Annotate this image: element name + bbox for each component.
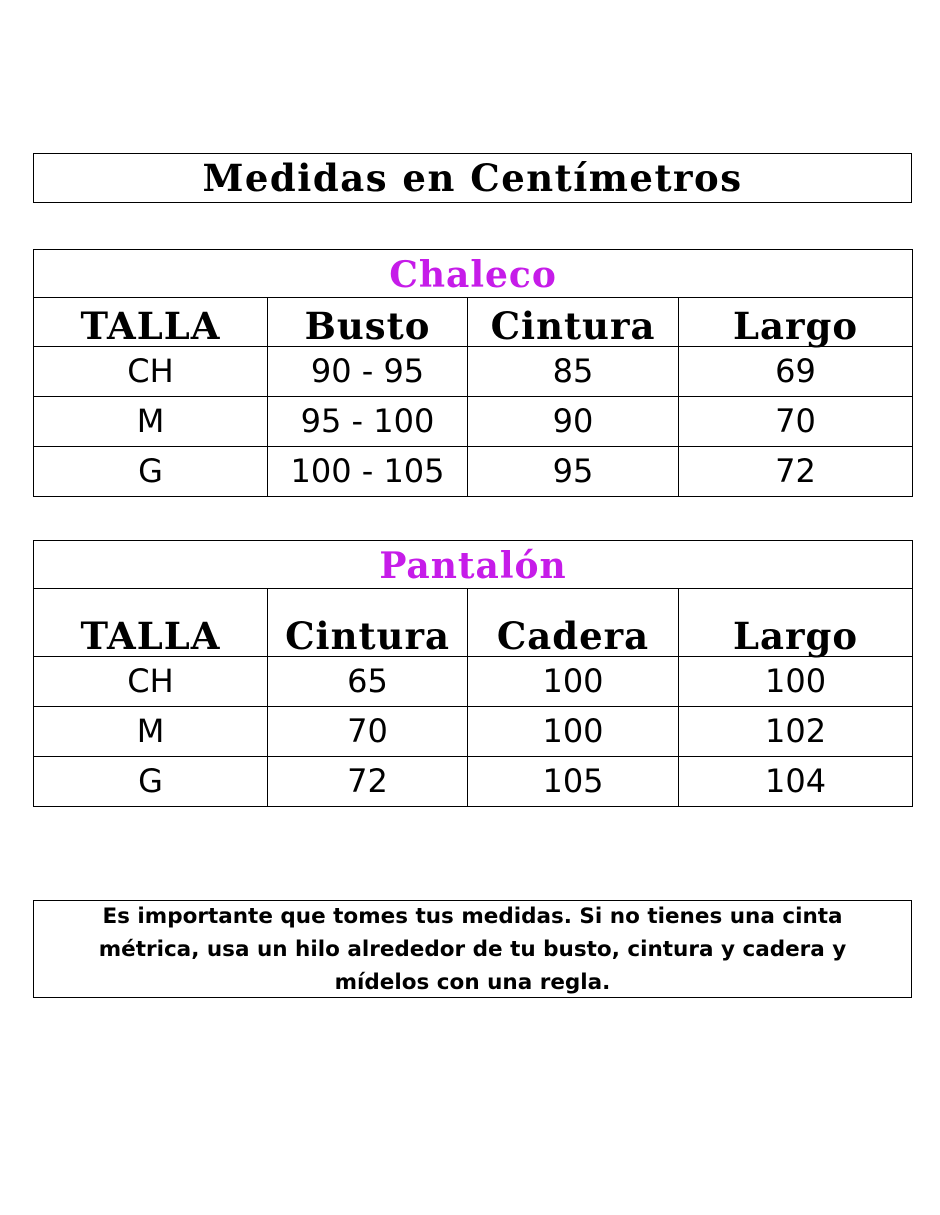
column-header: Busto [268,298,468,347]
table-cell: 100 [468,657,679,707]
table-cell: G [34,757,268,807]
table-cell: 72 [679,447,913,497]
table-cell: 90 [468,397,679,447]
column-header: TALLA [34,298,268,347]
table-row [34,707,913,757]
table-cell: G [34,447,268,497]
pantalon-size-table [33,540,913,807]
chaleco-size-table [33,249,913,497]
table-cell: 90 - 95 [268,347,468,397]
table-cell: 100 [679,657,913,707]
table-cell: 102 [679,707,913,757]
table-cell: 85 [468,347,679,397]
table-cell: CH [34,347,268,397]
measurement-note: Es importante que tomes tus medidas. Si no tienes una cinta métrica, usa un hilo alrededor de tu busto, cintura y cadera y mídelos con una regla. [98,903,847,995]
table-cell: CH [34,657,268,707]
table-caption: Pantalón [34,541,913,589]
column-header: Largo [679,298,913,347]
table-cell: 105 [468,757,679,807]
table-header-row [34,298,913,347]
table-row [34,397,913,447]
table-row [34,757,913,807]
table-caption-row [34,541,913,589]
measurement-note-box [33,900,912,998]
table-cell: 100 - 105 [268,447,468,497]
page-title: Medidas en Centímetros [202,156,743,200]
column-header: Largo [679,589,913,657]
table-cell: 69 [679,347,913,397]
table-cell: 100 [468,707,679,757]
table-cell: M [34,397,268,447]
table-header-row [34,589,913,657]
column-header: TALLA [34,589,268,657]
table-cell: M [34,707,268,757]
column-header: Cadera [468,589,679,657]
table-row [34,657,913,707]
table-cell: 70 [679,397,913,447]
table-cell: 95 [468,447,679,497]
table-row [34,447,913,497]
table-row [34,347,913,397]
table-caption-row [34,250,913,298]
table-cell: 72 [268,757,468,807]
table-cell: 104 [679,757,913,807]
title-box [33,153,912,203]
table-cell: 95 - 100 [268,397,468,447]
column-header: Cintura [468,298,679,347]
table-cell: 70 [268,707,468,757]
column-header: Cintura [268,589,468,657]
table-cell: 65 [268,657,468,707]
table-caption: Chaleco [34,250,913,298]
